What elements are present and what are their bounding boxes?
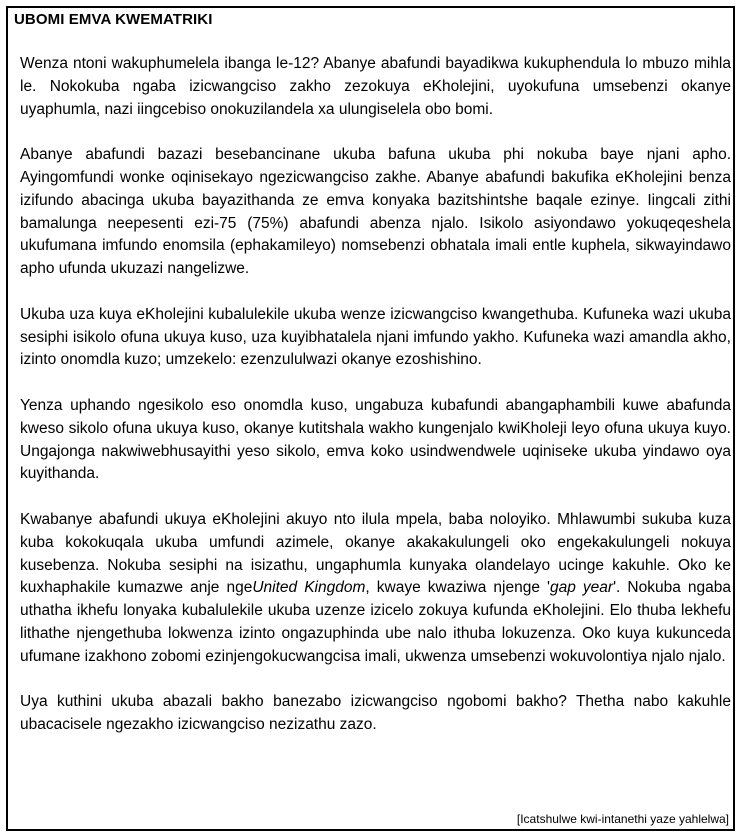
source-citation: [Icatshulwe kwi-intanethi yaze yahlelwa] (516, 812, 729, 826)
article-body (20, 53, 731, 760)
paragraph-5 (20, 509, 731, 669)
paragraph-5-part-2: , kwaye kwaziwa njenge ' (365, 579, 550, 597)
paragraph-3: Ukuba uza kuya eKholejini kubalulekile ukuba wenze izicwangciso kwangethuba. Kufuneka wazi ukuba sesiphi isikolo ofuna ukuya kuso, uza kuyibhatalela njani imfundo yakho. Kufuneka wazi amandla akho, izinto onomdla kuzo; umzekelo: ezenzululwazi okanye ezoshishino. (20, 305, 731, 369)
gap-year-italic: gap year (549, 579, 614, 597)
paragraph-2: Abanye abafundi bazazi besebancinane ukuba bafuna ukuba phi nokuba baye njani apho. Ayingomfundi wonke oqinisekayo ngezicwangciso zakhe. Abanye abafundi bakufika eKholejini benza izifundo abacinga ukuba bayazithanda ze emva konyaka bazitshintshe baqale ezinye. Iingcali zithi bamalunga neepesenti ezi-75 (75%) abafundi abenza njalo. Isikolo asiyondawo yokuqeqeshela ukufumana imfundo enomsila (ephakamileyo) nomsebenzi obhatala imali entle kuphela, sikwayindawo apho ufunda ukuzazi nangelizwe. (20, 146, 731, 278)
paragraph-5-part-3: '. Nokuba ngaba uthatha ikhefu lonyaka kubalulekile ukuba uzenze izicelo zokuya kufunda eKholejini. Elo thuba lekhefu lithathe njengethuba lokwenza izinto ongazuphinda ube nalo ithuba lokuzenza. Oko kuya kukunceda ufumane izakhono zobomi ezinjengokucwangcisa imali, ukwenza umsebenzi wokuvolontiya njalo njalo. (20, 579, 732, 665)
paragraph-6: Uya kuthini ukuba abazali bakho banezabo izicwangciso ngobomi bakho? Thetha nabo kakuhle ubacacisele ngezakho izicwangciso nezizathu zazo. (20, 693, 731, 734)
paragraph-1: Wenza ntoni wakuphumelela ibanga le-12? Abanye abafundi bayadikwa kukuphendula lo mbuzo mihla le. Nokokuba ngaba izicwangciso zakho zezokuya eKholejini, uyokufuna umsebenzi okanye uyaphumla, nazi iingcebiso onokuzilandela xa ulungiselela obo bomi. (20, 55, 731, 118)
paragraph-4: Yenza uphando ngesikolo eso onomdla kuso, ungabuza kubafundi abangaphambili kuwe abafunda kweso sikolo ofuna ukuya kuso, okanye kutitshala wakho kungenjalo kwiKholeji leyo ofuna ukuya kuyo. Ungajonga nakwiwebhusayithi yeso sikolo, emva koko usindwendwele uqiniseke ukuba yindawo oya kuyithanda. (20, 396, 731, 483)
united-kingdom-italic: United Kingdom (252, 579, 366, 597)
paragraph-5-part-1: Kwabanye abafundi ukuya eKholejini akuyo nto ilula mpela, baba noloyiko. Mhlawumbi sukuba kuza kuba kokokuqala ukuba umfundi azimele, okanye akakakulungeli oko engekakulungeli nokuya kusebenza. Nokuba sesiphi na isizathu, ungaphumla kunyaka olandelayo ucinge kakuhle. Oko ke kuxhaphakile kumazwe anje nge (20, 510, 731, 597)
article-title: UBOMI EMVA KWEMATRIKI (14, 11, 213, 28)
article-frame (6, 6, 735, 831)
